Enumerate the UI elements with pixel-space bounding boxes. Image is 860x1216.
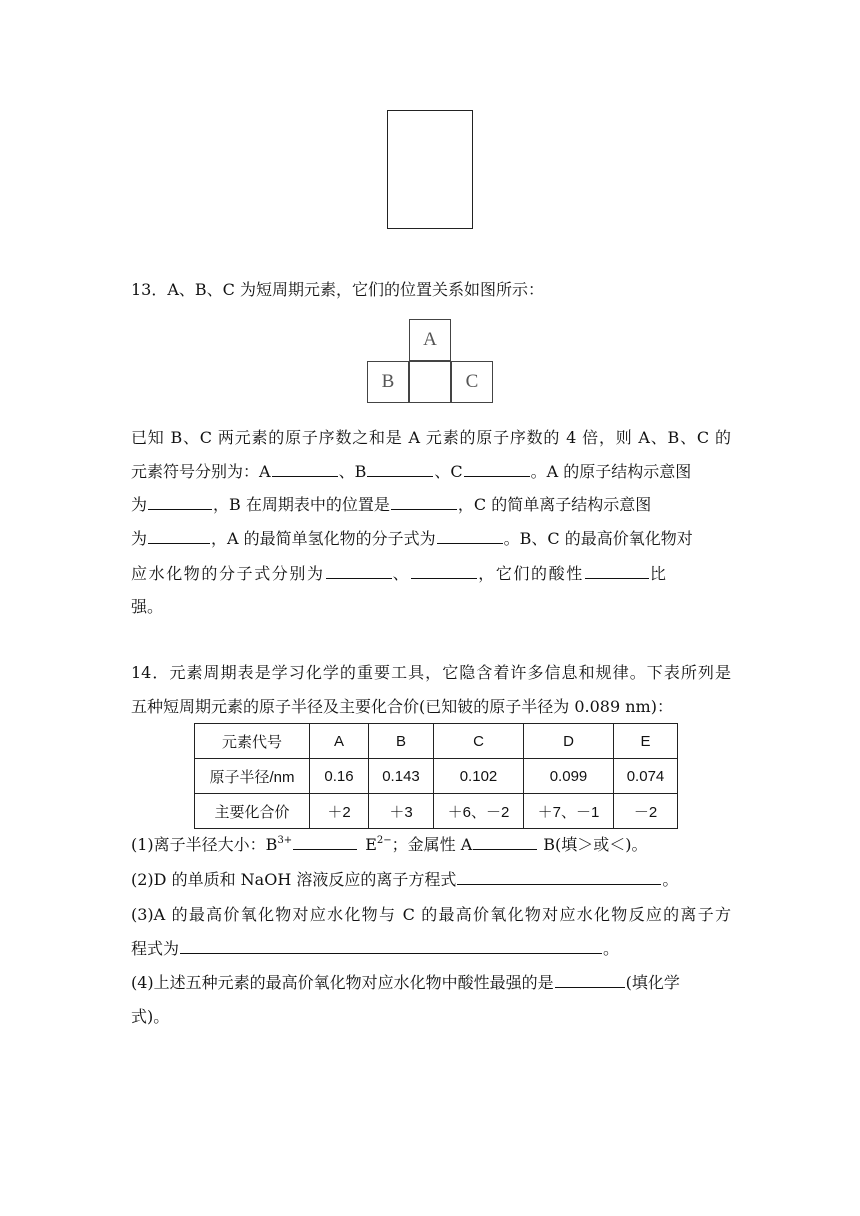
- text: 应水化物的分子式分别为: [131, 564, 325, 583]
- element-data-table: [194, 723, 678, 829]
- table-header-cell: E: [614, 724, 678, 759]
- q14-part-1: [131, 834, 731, 856]
- text: ；金属性 A: [391, 835, 473, 854]
- table-cell: 0.16: [310, 759, 369, 794]
- table-cell: 0.102: [434, 759, 524, 794]
- q13-line-4: [131, 528, 731, 550]
- text: 为: [131, 529, 148, 548]
- q13-intro: 13．A、B、C 为短周期元素，它们的位置关系如图所示：: [131, 280, 545, 299]
- answer-blank-ion-radius[interactable]: [293, 835, 357, 850]
- answer-blank-c-acid[interactable]: [411, 564, 477, 579]
- q13-line-6: 强。: [131, 597, 164, 616]
- table-header-cell: 元素代号: [195, 724, 310, 759]
- table-cell: 0.099: [524, 759, 614, 794]
- answer-blank-metallicity[interactable]: [473, 835, 537, 850]
- q14-line-1: 14．元素周期表是学习化学的重要工具，它隐含着许多信息和规律。下表所列是: [131, 663, 731, 682]
- figure-frame: [387, 110, 473, 229]
- q14-part-3-line-1: (3)A 的最高价氧化物对应水化物与 C 的最高价氧化物对应水化物反应的离子方: [131, 905, 731, 924]
- answer-blank-a-hydride[interactable]: [437, 529, 503, 544]
- text: (2)D 的单质和 NaOH 溶液反应的离子方程式: [131, 870, 457, 889]
- table-cell: ＋7、－1: [524, 794, 614, 829]
- table-header-cell: D: [524, 724, 614, 759]
- table-cell: ＋2: [310, 794, 369, 829]
- table-row: [195, 759, 678, 794]
- text: ，B 在周期表中的位置是: [213, 495, 390, 514]
- superscript: 2−: [376, 835, 392, 846]
- answer-blank-c-ion-structure[interactable]: [148, 529, 210, 544]
- answer-blank-strongest-acid[interactable]: [555, 973, 625, 988]
- text: (4)上述五种元素的最高价氧化物对应水化物中酸性最强的是: [131, 973, 554, 992]
- text: 。: [603, 939, 620, 958]
- table-header-cell: A: [310, 724, 369, 759]
- answer-blank-b-acid[interactable]: [326, 564, 392, 579]
- q13-line-2: [131, 461, 731, 483]
- table-cell: 0.143: [369, 759, 434, 794]
- answer-blank-reaction-equation[interactable]: [180, 939, 602, 954]
- table-cell: 原子半径/nm: [195, 759, 310, 794]
- q14-line-2: 五种短周期元素的原子半径及主要化合价(已知铍的原子半径为 0.089 nm)：: [131, 697, 673, 716]
- table-cell: ＋3: [369, 794, 434, 829]
- text: 、B: [338, 462, 367, 481]
- table-cell: 0.074: [614, 759, 678, 794]
- table-header-cell: C: [434, 724, 524, 759]
- q13-line-3: [131, 494, 731, 516]
- q14-part-2: [131, 869, 731, 891]
- text: 。A 的原子结构示意图: [530, 462, 692, 481]
- table-header-cell: B: [369, 724, 434, 759]
- answer-blank-a-symbol[interactable]: [272, 462, 338, 477]
- text: (1)离子半径大小：B: [131, 835, 278, 854]
- answer-blank-b-symbol[interactable]: [367, 462, 433, 477]
- text: (填化学: [625, 973, 680, 992]
- table-row: [195, 794, 678, 829]
- answer-blank-b-position[interactable]: [391, 495, 457, 510]
- text: 元素符号分别为：A: [131, 462, 271, 481]
- text: ，它们的酸性: [478, 564, 584, 583]
- q14-part-4-line-2: 式)。: [131, 1007, 170, 1026]
- grid-cell-a: A: [409, 319, 451, 361]
- grid-cell-middle: [409, 361, 451, 403]
- q13-line-5: [131, 563, 731, 585]
- answer-blank-a-structure[interactable]: [148, 495, 212, 510]
- q14-part-3-line-2: [131, 938, 731, 960]
- text: E: [365, 835, 377, 854]
- text: 。: [662, 870, 679, 889]
- text: ，C 的简单离子结构示意图: [457, 495, 652, 514]
- table-row: [195, 724, 678, 759]
- grid-cell-c: C: [451, 361, 493, 403]
- text: 程式为: [131, 939, 180, 958]
- text: 、: [392, 564, 411, 583]
- text: 为: [131, 495, 148, 514]
- table-cell: －2: [614, 794, 678, 829]
- text: 。B、C 的最高价氧化物对: [503, 529, 693, 548]
- text: 比: [649, 564, 668, 583]
- superscript: 3+: [277, 835, 293, 846]
- text: 、C: [434, 462, 463, 481]
- table-cell: 主要化合价: [195, 794, 310, 829]
- text: ，A 的最简单氢化物的分子式为: [211, 529, 436, 548]
- q13-line-1: 已知 B、C 两元素的原子序数之和是 A 元素的原子序数的 4 倍，则 A、B、C 的: [131, 428, 731, 447]
- table-cell: ＋6、－2: [434, 794, 524, 829]
- answer-blank-c-symbol[interactable]: [464, 462, 530, 477]
- answer-blank-ionic-equation[interactable]: [457, 870, 661, 885]
- grid-cell-b: B: [367, 361, 409, 403]
- text: B(填＞或＜)。: [543, 835, 648, 854]
- q14-part-4: [131, 972, 731, 994]
- answer-blank-acidity[interactable]: [585, 564, 649, 579]
